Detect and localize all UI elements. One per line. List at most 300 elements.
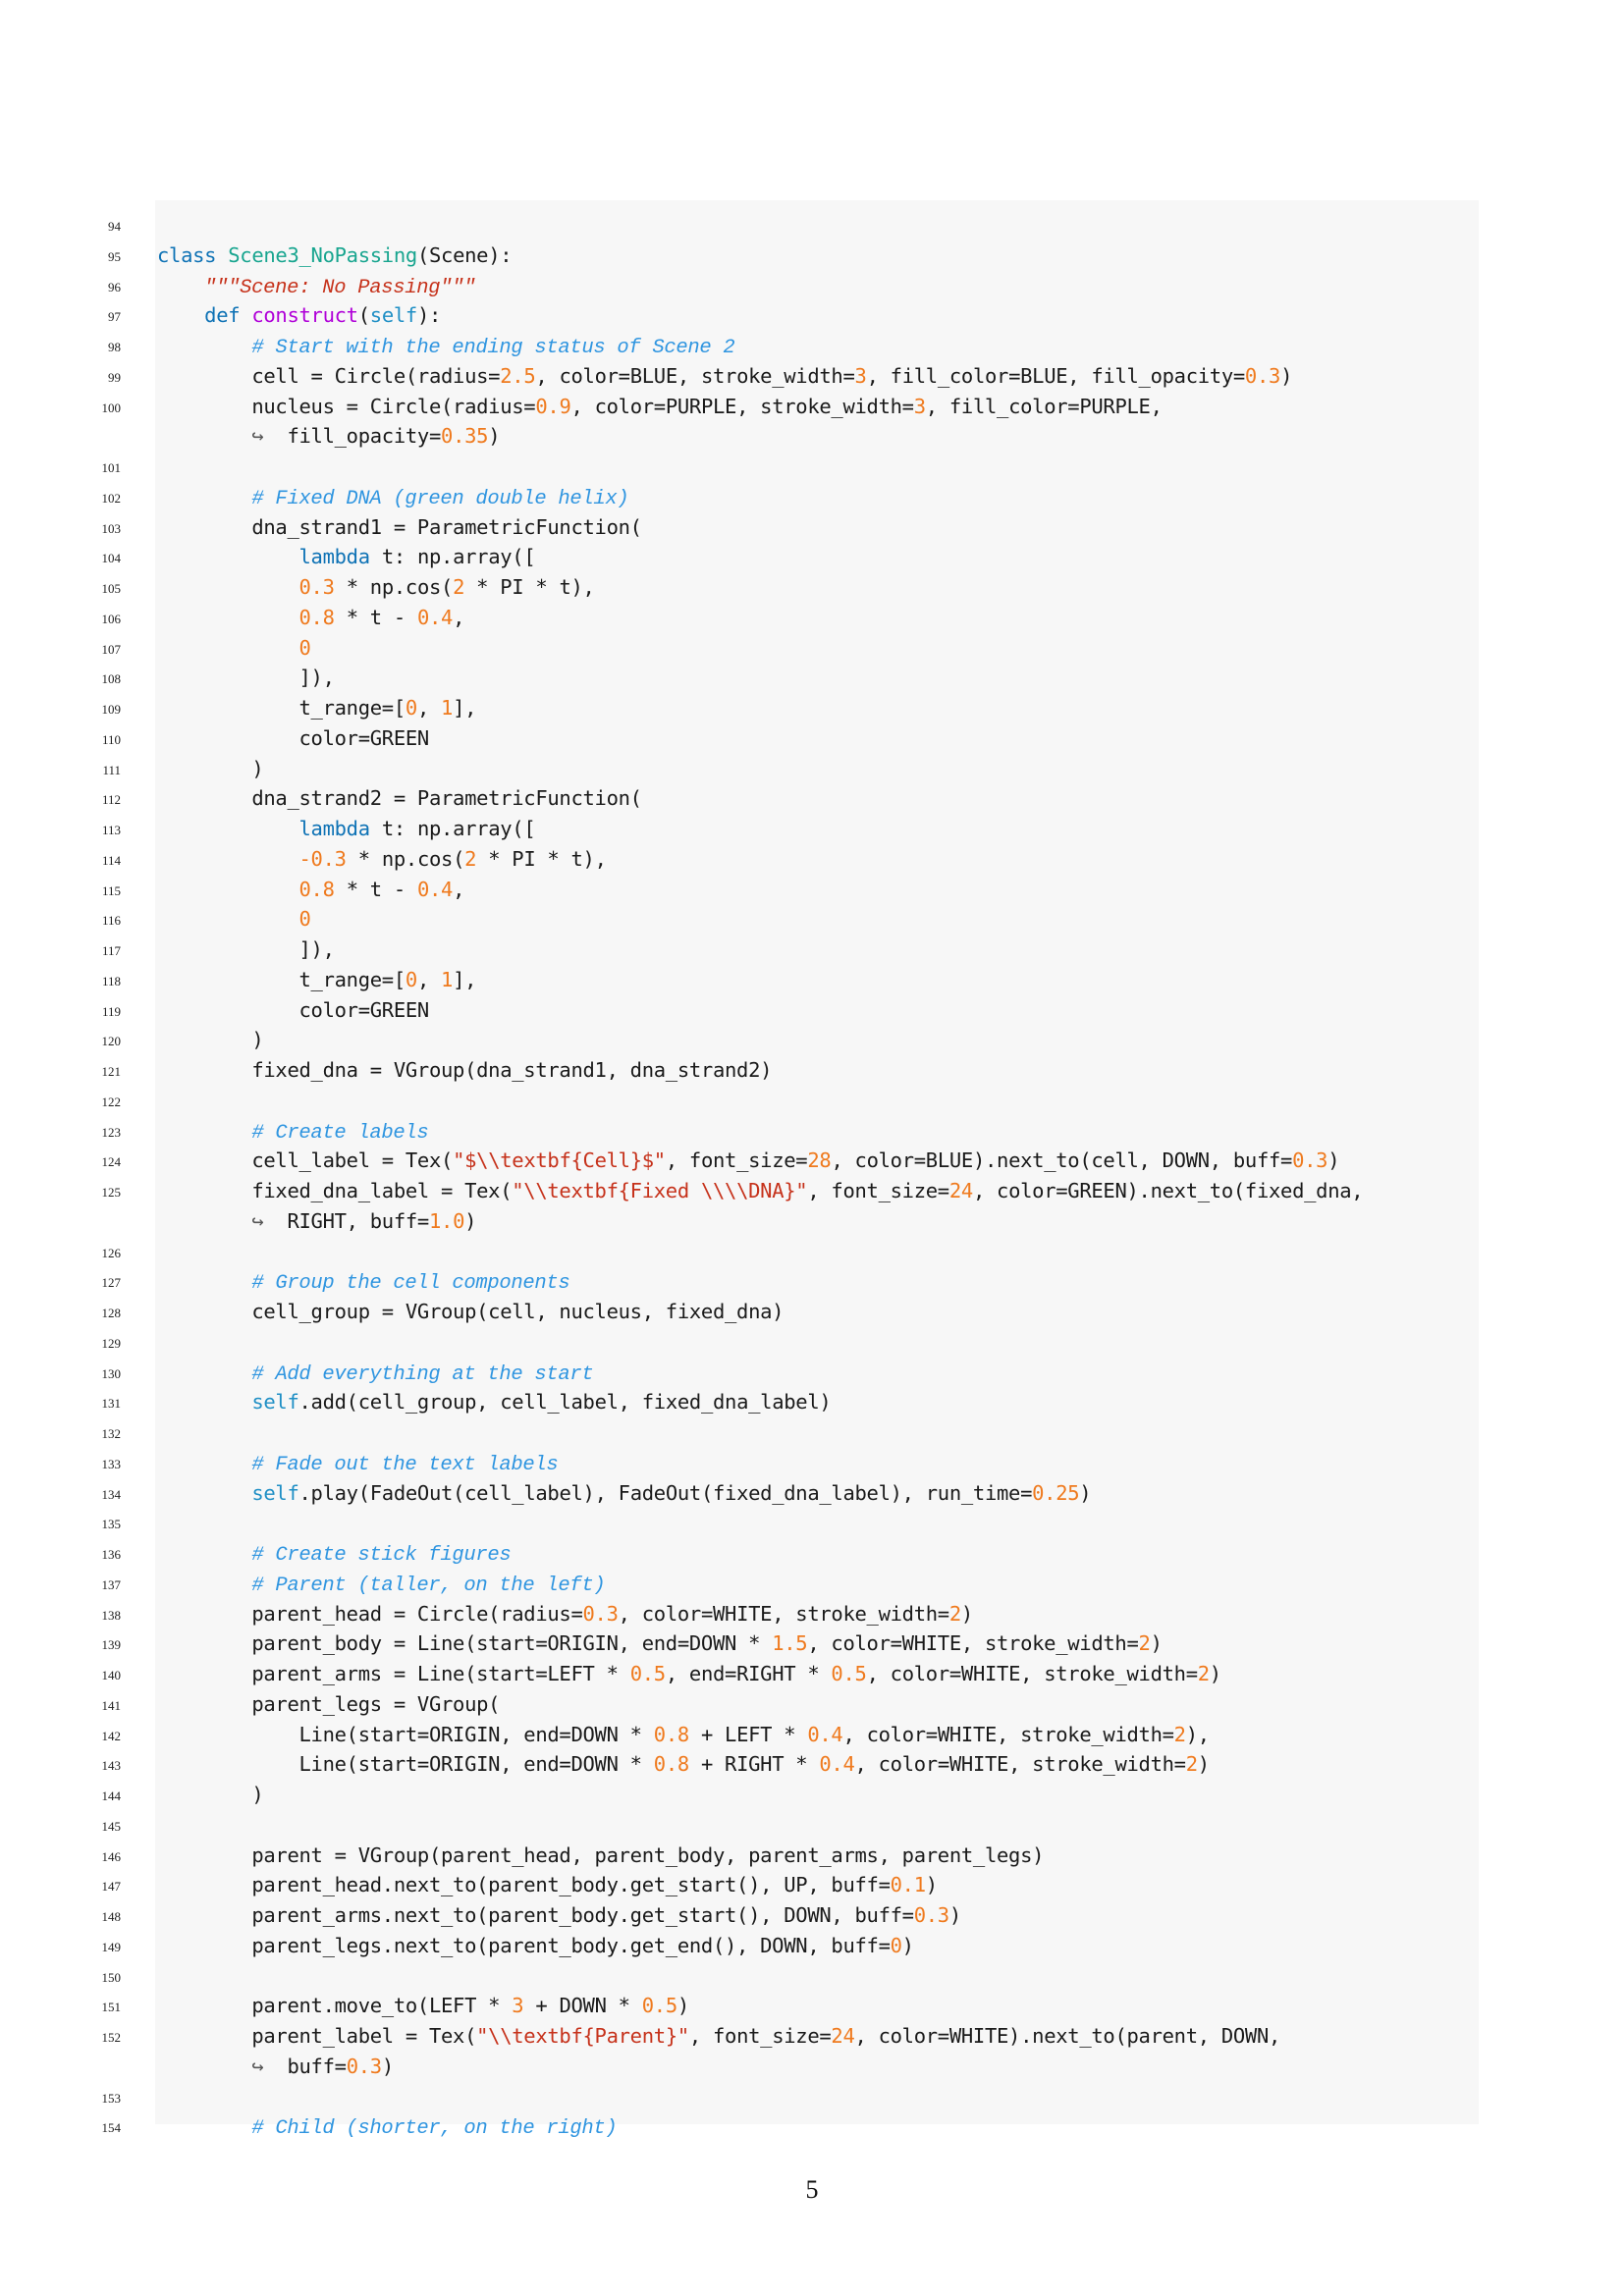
code-text bbox=[157, 1146, 1339, 1176]
code-token: 3 bbox=[512, 1994, 524, 2018]
code-token: 0.3 bbox=[1292, 1148, 1328, 1173]
code-text bbox=[157, 1297, 784, 1327]
code-line bbox=[0, 240, 1624, 271]
line-number: 116 bbox=[101, 913, 121, 929]
code-token: self bbox=[251, 1390, 299, 1415]
code-line bbox=[0, 1417, 1624, 1448]
line-number: 123 bbox=[101, 1124, 121, 1140]
code-token: ) bbox=[157, 1783, 264, 1806]
code-text bbox=[157, 331, 734, 364]
line-number: 113 bbox=[101, 823, 121, 837]
code-token: * np.cos( bbox=[334, 575, 454, 599]
code-token: 2 bbox=[948, 1601, 961, 1626]
code-line bbox=[0, 1720, 1624, 1750]
code-token: ) bbox=[1150, 1631, 1163, 1656]
line-number: 132 bbox=[101, 1426, 121, 1441]
line-number: 149 bbox=[101, 1939, 121, 1954]
code-token: , color=WHITE).next_to(parent, DOWN, bbox=[854, 2024, 1281, 2048]
code-token: cell_group = VGroup(cell, nucleus, fixed_dna) bbox=[157, 1300, 785, 1323]
code-line bbox=[0, 1900, 1624, 1931]
code-line bbox=[0, 1689, 1624, 1720]
code-token: .add(cell_group, cell_label, fixed_dna_label) bbox=[298, 1390, 832, 1415]
code-text bbox=[157, 814, 535, 844]
code-token: 0.3 bbox=[913, 1903, 949, 1927]
code-token: buff= bbox=[263, 2054, 347, 2078]
wrap-arrow-icon: ↪ bbox=[251, 424, 264, 449]
code-line bbox=[0, 663, 1624, 693]
code-token: , fill_color=BLUE, fill_opacity= bbox=[866, 363, 1245, 388]
code-token: 28 bbox=[807, 1148, 832, 1173]
code-line bbox=[0, 1508, 1624, 1538]
line-number: 117 bbox=[101, 943, 121, 958]
code-text bbox=[157, 240, 512, 271]
code-line bbox=[0, 1749, 1624, 1780]
line-number: 138 bbox=[101, 1607, 121, 1623]
code-line bbox=[0, 1358, 1624, 1388]
code-token: ) bbox=[157, 1028, 264, 1052]
code-line bbox=[0, 783, 1624, 814]
line-number: 153 bbox=[101, 2090, 121, 2106]
code-token: 2 bbox=[1197, 1662, 1210, 1685]
code-token: 0.4 bbox=[416, 877, 454, 901]
code-line bbox=[0, 392, 1624, 422]
code-token: "\\textbf{Fixed \\\\DNA}" bbox=[512, 1179, 808, 1202]
code-token: 3 bbox=[854, 363, 867, 388]
code-line bbox=[0, 1961, 1624, 1992]
code-token bbox=[157, 606, 299, 629]
code-token: 0.3 bbox=[346, 2054, 382, 2078]
line-number: 136 bbox=[101, 1547, 121, 1562]
wrap-arrow-icon: ↪ bbox=[251, 1208, 264, 1233]
code-token: , color=WHITE, stroke_width= bbox=[866, 1662, 1198, 1685]
code-line bbox=[0, 1116, 1624, 1147]
line-number: 118 bbox=[101, 973, 121, 988]
code-token: , font_size= bbox=[665, 1148, 808, 1173]
code-token bbox=[157, 907, 299, 931]
code-line bbox=[0, 512, 1624, 543]
code-token: parent_legs = VGroup( bbox=[157, 1691, 501, 1716]
code-line bbox=[0, 1780, 1624, 1810]
code-line bbox=[0, 844, 1624, 875]
line-number: 108 bbox=[101, 671, 121, 687]
code-token: 0.8 bbox=[298, 877, 335, 901]
code-token: * t - bbox=[334, 605, 417, 629]
code-token: 0 bbox=[890, 1933, 902, 1957]
line-number: 140 bbox=[101, 1668, 121, 1682]
line-number: 137 bbox=[101, 1576, 121, 1592]
code-token bbox=[157, 1269, 251, 1293]
line-number: 135 bbox=[101, 1517, 121, 1532]
line-number: 139 bbox=[101, 1637, 121, 1653]
line-number: 146 bbox=[101, 1848, 121, 1864]
code-text bbox=[157, 1780, 263, 1810]
code-token: "\\textbf{Parent}" bbox=[476, 2024, 689, 2048]
code-token: , color=WHITE, stroke_width= bbox=[807, 1631, 1139, 1656]
code-token: 2 bbox=[453, 575, 465, 599]
line-number: 114 bbox=[101, 852, 121, 868]
code-token: t_range=[ bbox=[157, 696, 406, 720]
line-number: 133 bbox=[101, 1456, 121, 1471]
code-line bbox=[0, 1629, 1624, 1659]
code-line bbox=[0, 331, 1624, 361]
code-token: Line(start=ORIGIN, end=DOWN * bbox=[157, 1752, 654, 1777]
code-text bbox=[157, 1055, 772, 1086]
code-text bbox=[157, 844, 607, 875]
code-token: ], bbox=[453, 696, 477, 720]
code-token: fixed_dna = VGroup(dna_strand1, dna_strand2) bbox=[157, 1058, 773, 1082]
code-token: parent_label = Tex( bbox=[157, 2024, 477, 2048]
code-text bbox=[157, 1659, 1221, 1689]
code-token bbox=[157, 1209, 251, 1233]
code-text bbox=[157, 875, 464, 905]
code-text bbox=[157, 1448, 558, 1481]
code-token bbox=[157, 847, 299, 871]
line-number: 147 bbox=[101, 1879, 121, 1895]
code-token: , font_size= bbox=[688, 2024, 832, 2048]
code-token: "$\\textbf{Cell}$" bbox=[453, 1148, 666, 1173]
code-token: construct bbox=[251, 303, 358, 328]
code-token: 1 bbox=[441, 696, 454, 720]
code-token: ) bbox=[1079, 1480, 1092, 1505]
code-token: , fill_color=PURPLE, bbox=[925, 394, 1163, 418]
code-token: ) bbox=[677, 1994, 689, 2018]
code-token: # Parent (taller, on the left) bbox=[251, 1574, 606, 1597]
code-token: 1 bbox=[441, 967, 454, 991]
code-text bbox=[157, 1599, 973, 1629]
code-token: , bbox=[416, 696, 442, 720]
code-line bbox=[0, 633, 1624, 664]
code-line bbox=[0, 2111, 1624, 2142]
code-line bbox=[0, 1297, 1624, 1327]
code-token: ) bbox=[381, 2054, 394, 2078]
code-token: parent_head.next_to(parent_body.get_start(), UP, buff= bbox=[157, 1873, 891, 1897]
code-line bbox=[0, 1266, 1624, 1297]
code-text bbox=[157, 2052, 394, 2082]
code-token: cell_label = Tex( bbox=[157, 1148, 454, 1173]
code-token: , color=BLUE).next_to(cell, DOWN, buff= bbox=[831, 1148, 1293, 1173]
code-token bbox=[157, 1390, 251, 1414]
code-token: ), bbox=[1185, 1722, 1210, 1746]
code-token: dna_strand2 = ParametricFunction( bbox=[157, 786, 642, 811]
code-text bbox=[157, 1991, 689, 2021]
line-number: 94 bbox=[108, 219, 121, 234]
code-token: , end=RIGHT * bbox=[665, 1662, 832, 1685]
code-line bbox=[0, 452, 1624, 482]
code-text bbox=[157, 633, 311, 664]
code-token bbox=[157, 1119, 251, 1143]
code-token: # Group the cell components bbox=[251, 1272, 570, 1296]
code-token: 0.9 bbox=[535, 394, 571, 418]
code-token bbox=[157, 1572, 251, 1595]
code-token: 0.4 bbox=[416, 605, 454, 629]
code-token: color=GREEN bbox=[157, 725, 429, 750]
code-text bbox=[157, 1629, 1163, 1659]
code-line bbox=[0, 2052, 1624, 2082]
code-token bbox=[157, 334, 251, 357]
code-text bbox=[157, 2021, 1280, 2052]
line-number: 115 bbox=[101, 882, 121, 898]
code-token: ) bbox=[1327, 1148, 1340, 1173]
code-token: # Add everything at the start bbox=[251, 1362, 594, 1386]
code-text bbox=[157, 421, 500, 452]
code-token: 24 bbox=[831, 2024, 855, 2048]
code-token: """Scene: No Passing""" bbox=[204, 276, 476, 299]
code-line bbox=[0, 603, 1624, 633]
code-token: * PI * t), bbox=[464, 575, 595, 599]
code-line bbox=[0, 1025, 1624, 1055]
code-line bbox=[0, 1327, 1624, 1358]
code-text bbox=[157, 1025, 263, 1055]
code-line bbox=[0, 1931, 1624, 1961]
line-number: 103 bbox=[101, 520, 121, 536]
code-text bbox=[157, 995, 429, 1026]
code-token: parent = VGroup(parent_head, parent_body, parent_arms, parent_legs) bbox=[157, 1842, 1045, 1867]
code-token: (Scene): bbox=[416, 242, 513, 267]
code-line bbox=[0, 421, 1624, 452]
line-number: 129 bbox=[101, 1335, 121, 1351]
code-token: 0.4 bbox=[819, 1752, 855, 1777]
code-line bbox=[0, 814, 1624, 844]
code-text bbox=[157, 693, 476, 723]
line-number: 119 bbox=[101, 1003, 121, 1019]
code-token: * t - bbox=[334, 877, 417, 901]
code-line bbox=[0, 1538, 1624, 1569]
line-number: 124 bbox=[101, 1154, 121, 1170]
code-token: # Create stick figures bbox=[251, 1544, 512, 1567]
code-token: ) bbox=[157, 756, 264, 780]
code-token: dna_strand1 = ParametricFunction( bbox=[157, 514, 642, 539]
code-token: parent_body = Line(start=ORIGIN, end=DOWN * bbox=[157, 1631, 773, 1656]
line-number: 106 bbox=[101, 611, 121, 626]
code-token: ) bbox=[1280, 363, 1293, 388]
code-token: , bbox=[453, 605, 465, 629]
code-text bbox=[157, 783, 642, 814]
code-token: ]), bbox=[157, 666, 335, 690]
code-token: 0 bbox=[298, 907, 311, 932]
code-token: class bbox=[157, 242, 229, 267]
code-token: ) bbox=[1197, 1752, 1210, 1777]
line-number: 141 bbox=[101, 1697, 121, 1713]
code-line bbox=[0, 1055, 1624, 1086]
code-token: RIGHT, buff= bbox=[263, 1208, 429, 1233]
line-number: 125 bbox=[101, 1185, 121, 1200]
code-token: ]), bbox=[157, 937, 335, 961]
code-token: parent.move_to(LEFT * bbox=[157, 1994, 513, 2018]
code-token: self bbox=[251, 1480, 299, 1505]
code-token: nucleus = Circle(radius= bbox=[157, 394, 536, 418]
code-token: ) bbox=[960, 1601, 973, 1626]
code-text bbox=[157, 1387, 831, 1417]
code-line bbox=[0, 1599, 1624, 1629]
code-line bbox=[0, 1448, 1624, 1478]
code-line bbox=[0, 1206, 1624, 1237]
code-token: color=GREEN bbox=[157, 997, 429, 1022]
code-text bbox=[157, 934, 335, 965]
code-token: , color=WHITE, stroke_width= bbox=[854, 1752, 1186, 1777]
code-line bbox=[0, 210, 1624, 240]
code-token: # Fixed DNA (green double helix) bbox=[251, 487, 629, 510]
code-line bbox=[0, 904, 1624, 934]
wrap-arrow-icon: ↪ bbox=[251, 2054, 264, 2078]
line-number: 130 bbox=[101, 1365, 121, 1381]
code-token: + RIGHT * bbox=[688, 1752, 820, 1777]
code-text bbox=[157, 1116, 428, 1149]
code-token bbox=[157, 545, 299, 568]
code-line bbox=[0, 271, 1624, 301]
code-token: ) bbox=[464, 1208, 477, 1233]
line-number: 152 bbox=[101, 2030, 121, 2045]
code-token: 0.3 bbox=[1244, 363, 1281, 388]
code-line bbox=[0, 1841, 1624, 1871]
code-token: 2 bbox=[464, 846, 477, 871]
line-number: 110 bbox=[101, 731, 121, 747]
code-token: # Create labels bbox=[251, 1121, 429, 1145]
code-token bbox=[157, 424, 251, 448]
code-line bbox=[0, 965, 1624, 995]
code-token: , color=PURPLE, stroke_width= bbox=[570, 394, 914, 418]
code-text bbox=[157, 754, 263, 784]
page-number: 5 bbox=[805, 2175, 819, 2204]
code-token: ) bbox=[488, 424, 501, 449]
code-token: 0.5 bbox=[629, 1662, 666, 1685]
code-token bbox=[157, 274, 204, 297]
code-token: , color=WHITE, stroke_width= bbox=[842, 1722, 1174, 1746]
code-token: , color=BLUE, stroke_width= bbox=[535, 363, 855, 388]
line-number: 122 bbox=[101, 1094, 121, 1109]
line-number: 101 bbox=[101, 460, 121, 475]
code-token bbox=[157, 1481, 251, 1505]
code-token: # Child (shorter, on the right) bbox=[251, 2117, 618, 2141]
code-text bbox=[157, 1176, 1363, 1206]
code-token: 0.8 bbox=[653, 1722, 689, 1746]
code-token: * PI * t), bbox=[476, 846, 607, 871]
code-line bbox=[0, 572, 1624, 603]
code-token: 2.5 bbox=[500, 363, 536, 388]
line-number: 142 bbox=[101, 1728, 121, 1743]
code-token: 2 bbox=[1185, 1752, 1198, 1777]
code-token: self bbox=[369, 303, 417, 328]
line-number: 143 bbox=[101, 1758, 121, 1774]
code-text bbox=[157, 1569, 605, 1602]
code-token: ( bbox=[357, 303, 370, 328]
code-line bbox=[0, 1086, 1624, 1116]
code-line bbox=[0, 693, 1624, 723]
line-number: 120 bbox=[101, 1034, 121, 1049]
code-text bbox=[157, 572, 595, 603]
code-token bbox=[157, 636, 299, 660]
line-number: 148 bbox=[101, 1909, 121, 1924]
line-number: 97 bbox=[108, 309, 121, 325]
code-token bbox=[157, 1451, 251, 1474]
line-number: 150 bbox=[101, 1969, 121, 1985]
code-token: 24 bbox=[948, 1179, 973, 1202]
code-text bbox=[157, 271, 475, 304]
code-text bbox=[157, 1931, 914, 1961]
code-token: * np.cos( bbox=[346, 846, 465, 871]
line-number: 112 bbox=[101, 792, 121, 808]
code-token: lambda bbox=[298, 817, 370, 840]
code-token: 2 bbox=[1138, 1631, 1151, 1656]
code-token: ], bbox=[453, 967, 477, 991]
line-number: 99 bbox=[108, 369, 121, 385]
code-token: 0.5 bbox=[641, 1994, 677, 2018]
code-token: Line(start=ORIGIN, end=DOWN * bbox=[157, 1722, 654, 1746]
code-text bbox=[157, 1206, 476, 1237]
code-listing bbox=[0, 210, 1624, 2142]
code-token: + LEFT * bbox=[688, 1722, 808, 1746]
code-text bbox=[157, 542, 535, 572]
code-token: 0 bbox=[298, 635, 311, 660]
line-number: 154 bbox=[101, 2120, 121, 2136]
code-token: t_range=[ bbox=[157, 967, 406, 991]
code-token bbox=[157, 1541, 251, 1565]
code-token: 0.1 bbox=[890, 1873, 926, 1897]
code-token: , color=WHITE, stroke_width= bbox=[618, 1601, 949, 1626]
code-token: -0.3 bbox=[298, 846, 347, 871]
code-text bbox=[157, 965, 476, 995]
code-token: parent_legs.next_to(parent_body.get_end(), DOWN, buff= bbox=[157, 1933, 891, 1957]
line-number: 100 bbox=[101, 400, 121, 415]
code-token: # Fade out the text labels bbox=[251, 1453, 559, 1476]
code-token: ) bbox=[948, 1903, 961, 1927]
line-number: 96 bbox=[108, 279, 121, 294]
code-line bbox=[0, 361, 1624, 392]
code-text bbox=[157, 1358, 593, 1391]
code-text bbox=[157, 603, 464, 633]
code-token: , font_size= bbox=[807, 1179, 949, 1202]
code-token: parent_arms = Line(start=LEFT * bbox=[157, 1662, 630, 1685]
code-text bbox=[157, 1870, 938, 1900]
code-token: 2 bbox=[1173, 1722, 1186, 1746]
code-text bbox=[157, 1720, 1210, 1750]
code-token: Scene3_NoPassing bbox=[228, 242, 417, 267]
code-token: t: np.array([ bbox=[369, 817, 536, 840]
code-token: lambda bbox=[298, 545, 370, 569]
line-number: 121 bbox=[101, 1064, 121, 1079]
code-line bbox=[0, 723, 1624, 754]
code-token: parent_arms.next_to(parent_body.get_start(), DOWN, buff= bbox=[157, 1903, 914, 1927]
code-line bbox=[0, 1870, 1624, 1900]
code-line bbox=[0, 1478, 1624, 1509]
code-token bbox=[157, 303, 204, 327]
code-line bbox=[0, 875, 1624, 905]
line-number: 104 bbox=[101, 551, 121, 566]
line-number: 111 bbox=[102, 762, 121, 777]
code-text bbox=[157, 300, 441, 331]
code-token: 0.4 bbox=[807, 1722, 843, 1746]
code-text bbox=[157, 1749, 1210, 1780]
code-token: 0.8 bbox=[298, 605, 335, 629]
line-number: 151 bbox=[101, 2000, 121, 2015]
code-token: def bbox=[204, 303, 252, 328]
line-number: 144 bbox=[101, 1789, 121, 1803]
code-line bbox=[0, 2082, 1624, 2112]
line-number: 107 bbox=[101, 641, 121, 657]
line-number: 95 bbox=[108, 248, 121, 264]
code-token bbox=[157, 878, 299, 901]
code-token: 0.8 bbox=[653, 1752, 689, 1777]
code-token: 0.35 bbox=[441, 424, 489, 449]
code-token: 3 bbox=[913, 394, 926, 418]
code-token: + DOWN * bbox=[523, 1994, 642, 2018]
code-token bbox=[157, 575, 299, 599]
code-text bbox=[157, 1478, 1091, 1509]
code-token bbox=[157, 2055, 251, 2078]
line-number: 127 bbox=[101, 1275, 121, 1291]
code-token: , color=GREEN).next_to(fixed_dna, bbox=[972, 1179, 1364, 1202]
code-line bbox=[0, 1237, 1624, 1267]
code-token: 0.3 bbox=[582, 1601, 619, 1626]
